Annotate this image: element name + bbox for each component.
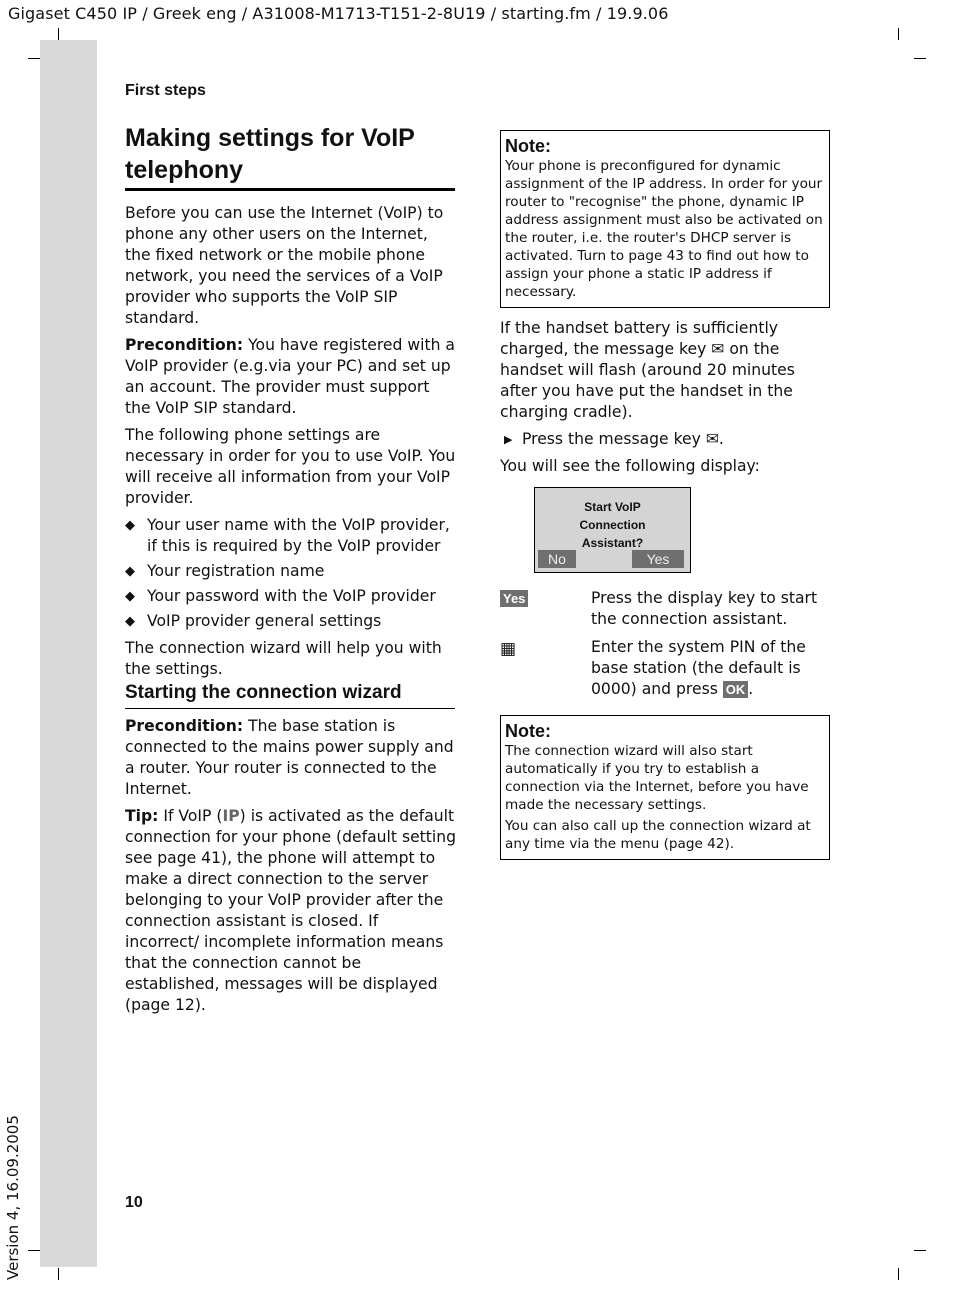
settings-paragraph: The following phone settings are necessary in order for you to use VoIP. You will receive all information from your VoIP provider. bbox=[125, 426, 456, 507]
precondition-label: Precondition: bbox=[125, 336, 244, 354]
margin-band bbox=[40, 40, 97, 1267]
tip-paragraph bbox=[125, 806, 457, 1016]
display-intro: You will see the following display: bbox=[500, 457, 760, 475]
ip-icon: IP bbox=[222, 807, 240, 825]
list-item: ◆ VoIP provider general settings bbox=[125, 611, 457, 632]
display-line: Start VoIP bbox=[584, 500, 641, 514]
envelope-icon: ✉ bbox=[711, 340, 725, 358]
display-line: Connection bbox=[579, 518, 646, 532]
softkey-no[interactable]: No bbox=[538, 550, 576, 568]
crop-mark bbox=[28, 58, 40, 59]
section-title: First steps bbox=[125, 82, 206, 99]
precondition2-paragraph bbox=[125, 716, 457, 800]
crop-mark bbox=[28, 1250, 40, 1251]
note-text: Your phone is preconfigured for dynamic assignment of the IP address. In order for your router to "recognise" the phone, dynamic IP address assignment must also be activated on the router, i.e. the router's DHCP server is activated. Turn to page 43 to find out how to assign your phone a static IP address if necessary. bbox=[505, 158, 823, 300]
step-row bbox=[500, 637, 830, 703]
note-box-wizard bbox=[500, 715, 830, 860]
step-text-end: . bbox=[748, 680, 754, 698]
left-column-top bbox=[125, 203, 457, 686]
settings-list bbox=[125, 515, 457, 632]
left-column-bottom bbox=[125, 716, 457, 1022]
note-title: Note: bbox=[505, 721, 551, 741]
softkey-yes[interactable]: Yes bbox=[632, 550, 684, 568]
envelope-icon: ✉ bbox=[705, 430, 719, 448]
step-text: Enter the system PIN of the base station (the default is 0000) and press bbox=[591, 638, 806, 698]
tip-text-1: If VoIP ( bbox=[158, 807, 223, 825]
crop-mark bbox=[914, 58, 926, 59]
subheading: Starting the connection wizard bbox=[125, 680, 455, 709]
precondition-text: You have registered with a VoIP provider (e.g.via your PC) and set up an account. The provider must support the VoIP SIP standard. bbox=[125, 336, 455, 417]
crop-mark bbox=[914, 1250, 926, 1251]
list-item: ◆ Your password with the VoIP provider bbox=[125, 586, 457, 607]
handset-display bbox=[534, 487, 691, 573]
page-title: Making settings for VoIP telephony bbox=[125, 122, 455, 191]
battery-text-1: If the handset battery is sufficiently charged, the message key bbox=[500, 319, 779, 358]
press-end: . bbox=[718, 430, 724, 448]
keypad-icon: ▦ bbox=[500, 639, 517, 659]
precondition2-text: The base station is connected to the mains power supply and a router. Your router is connected to the Internet. bbox=[125, 717, 454, 798]
press-message-key-step bbox=[500, 429, 830, 450]
crop-mark bbox=[58, 28, 59, 40]
display-line: Assistant? bbox=[581, 536, 644, 550]
note-title: Note: bbox=[505, 136, 551, 156]
tip-label: Tip: bbox=[125, 807, 159, 825]
note-text: The connection wizard will also start automatically if you try to establish a connection via the Internet, before you have made the necessary settings. bbox=[505, 743, 809, 813]
tip-text-2: ) is activated as the default connection for your phone (default setting see page 41), the phone will attempt to make a direct connection to the server belonging to your VoIP provider after the connection assistant is closed. If incorrect/ incomplete information means that the connection cannot be established, messages will be displayed (page 12). bbox=[125, 807, 457, 1014]
crop-mark bbox=[898, 28, 899, 40]
battery-text-2: on the handset will flash (around 20 minutes after you have put the handset in the charging cradle). bbox=[500, 340, 795, 421]
battery-paragraph bbox=[500, 318, 830, 423]
page-number: 10 bbox=[125, 1194, 143, 1211]
precondition2-label: Precondition: bbox=[125, 717, 244, 735]
list-item: ◆ Your registration name bbox=[125, 561, 457, 582]
precondition-paragraph bbox=[125, 335, 457, 419]
step-description: Press the display key to start the connection assistant. bbox=[591, 589, 818, 628]
crop-mark bbox=[58, 1268, 59, 1280]
arrow-icon: ▶ bbox=[504, 433, 513, 446]
note-text: You can also call up the connection wizard at any time via the menu (page 42). bbox=[505, 818, 811, 852]
press-text: Press the message key bbox=[522, 430, 706, 448]
display-text bbox=[535, 498, 690, 552]
yes-key-button[interactable]: Yes bbox=[500, 590, 528, 607]
version-label: Version 4, 16.09.2005 bbox=[4, 1115, 22, 1280]
note-box-ip bbox=[500, 130, 830, 308]
document-header: Gigaset C450 IP / Greek eng / A31008-M1713-T151-2-8U19 / starting.fm / 19.9.06 bbox=[8, 4, 669, 23]
crop-mark bbox=[898, 1268, 899, 1280]
list-item: ◆ Your user name with the VoIP provider, if this is required by the VoIP provider bbox=[125, 515, 457, 557]
step-description bbox=[591, 637, 831, 700]
ok-key-button[interactable]: OK bbox=[723, 681, 749, 698]
wizard-help-paragraph: The connection wizard will help you with the settings. bbox=[125, 639, 442, 678]
right-column-instructions bbox=[500, 318, 830, 483]
step-row bbox=[500, 588, 830, 632]
intro-paragraph: Before you can use the Internet (VoIP) to phone any other users on the Internet, the fixed network or the mobile phone network, you need the services of a VoIP provider who supports the VoIP SIP standard. bbox=[125, 204, 444, 327]
